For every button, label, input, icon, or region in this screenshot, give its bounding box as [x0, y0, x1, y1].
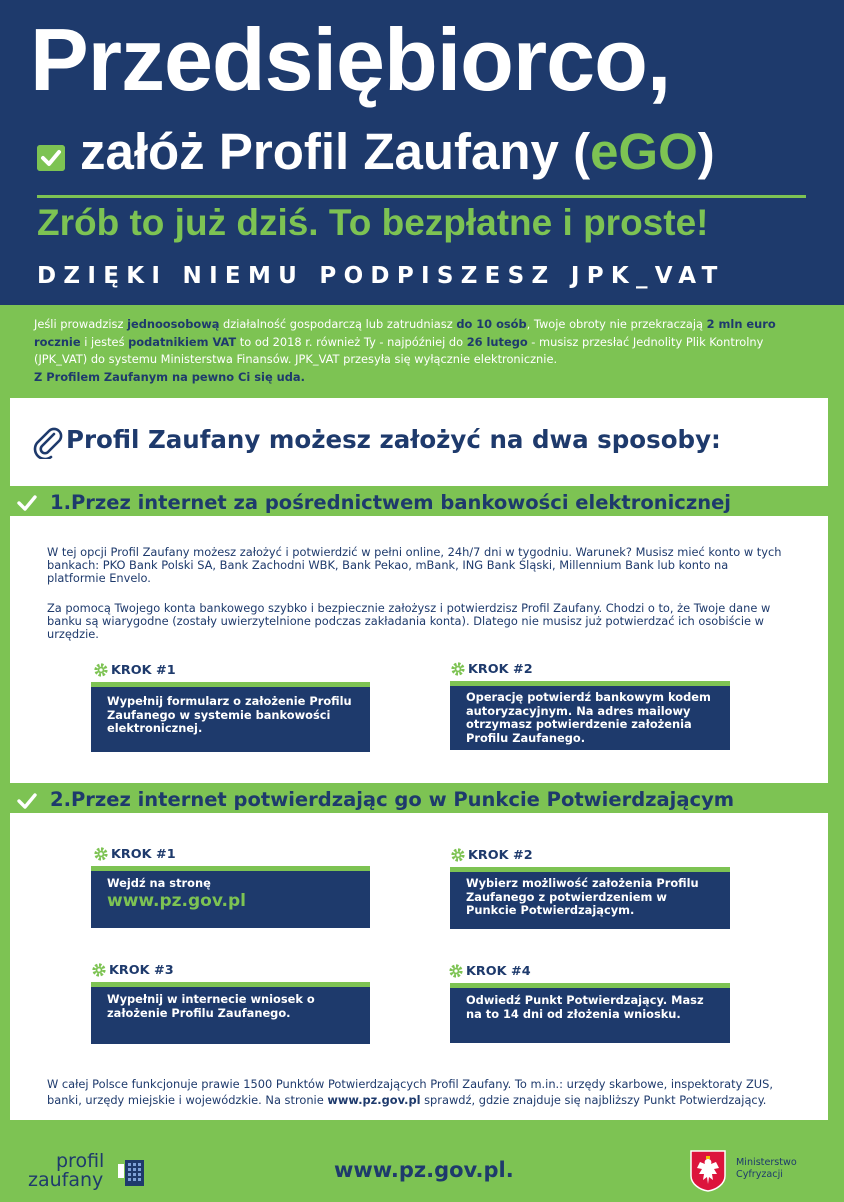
intro-paragraph: [34, 316, 814, 386]
intro-text: - musisz przesłać Jednolity Plik Kontrolny (JPK_VAT) do systemu Ministerstwa Finansów. JPK_VAT przesyła się wyłącznie elektronicznie.: [34, 334, 764, 367]
intro-bold: do 10 osób: [456, 317, 527, 331]
intro-closing: Z Profilem Zaufanym na pewno Ci się uda.: [34, 369, 305, 384]
intro-text: i jesteś: [80, 334, 129, 349]
intro-text: to od 2018 r. również Ty - najpóźniej do: [236, 334, 467, 349]
step-label: KROK #4: [466, 964, 531, 979]
subtitle-suffix: ): [697, 123, 715, 180]
gear-icon: [448, 963, 464, 979]
intro-bold: jednoosobową: [127, 317, 220, 331]
intro-text: Jeśli prowadzisz: [34, 317, 128, 331]
step-box: [450, 681, 730, 750]
intro-text: , Twoje obroty nie przekraczają: [526, 317, 707, 331]
step-box: [450, 867, 730, 929]
step-label: KROK #1: [111, 663, 176, 678]
footer-link[interactable]: www.pz.gov.pl: [327, 1093, 421, 1107]
footer-text: W całej Polsce funkcjonuje prawie 1500 Punktów Potwierdzających Profil Zaufany. To m.in.: urzędy skarbowe, inspektoraty ZUS, banki, urzędy miejskie i wojewódzkie. Na stronie: [47, 1077, 773, 1107]
ministry-label: [736, 1157, 797, 1181]
intro-bold: 26 lutego: [466, 334, 528, 349]
step-text: Odwiedź Punkt Potwierdzający. Masz na to 14 dni od złożenia wniosku.: [466, 993, 704, 1021]
step-text: Wybierz możliwość założenia Profilu Zaufanego z potwierdzeniem w Punkcie Potwierdzającym.: [466, 876, 699, 918]
gear-icon: [450, 661, 466, 677]
step-text: Wejdź na stronę: [107, 876, 211, 890]
ministry-line2: Cyfryzacji: [736, 1169, 783, 1180]
website-link[interactable]: www.pz.gov.pl: [107, 890, 247, 911]
page-title: Przedsiębiorco,: [30, 10, 671, 109]
step-box: [450, 983, 730, 1043]
gear-icon: [91, 962, 107, 978]
step-box: [91, 866, 370, 928]
footer-url-link[interactable]: www.pz.gov.pl.: [334, 1158, 514, 1182]
step-box: [91, 982, 370, 1044]
profil-zaufany-logo-icon: [118, 1160, 144, 1186]
check-icon: [16, 494, 38, 512]
step-label: KROK #2: [468, 662, 533, 677]
intro-bold: podatnikiem VAT: [128, 334, 237, 349]
checkbox-icon: [37, 145, 65, 171]
logo-text-profil: profil: [56, 1150, 105, 1172]
section2-heading: 2.Przez internet potwierdzając go w Punkcie Potwierdzającym: [50, 788, 735, 811]
step-box: [91, 682, 370, 752]
polish-eagle-emblem-icon: [690, 1150, 726, 1192]
step-text: Wypełnij w internecie wniosek o założenie Profilu Zaufanego.: [107, 992, 315, 1020]
step-label: KROK #1: [111, 847, 176, 862]
ministry-line1: Ministerstwo: [736, 1157, 797, 1168]
gear-icon: [93, 662, 109, 678]
logo-text-zaufany: zaufany: [28, 1169, 104, 1191]
step-text: Wypełnij formularz o założenie Profilu Zaufanego w systemie bankowości elektronicznej.: [107, 694, 352, 736]
step-label: KROK #2: [468, 848, 533, 863]
section2-footer-text: [47, 1076, 807, 1108]
step-label: KROK #3: [109, 963, 174, 978]
gear-icon: [93, 846, 109, 862]
section1-para1: W tej opcji Profil Zaufany możesz założyć i potwierdzić w pełni online, 24h/7 dni w tygodniu. Warunek? Musisz mieć konto w tych bankach: PKO Bank Polski SA, Bank Zachodni WBK, Bank Pekao, mBank, ING Bank Śląski, Millennium Bank lub konto na platformie Envelo.: [47, 545, 782, 585]
intro-text: działalność gospodarczą lub zatrudniasz: [219, 317, 457, 331]
intro-bold: 2 mln euro rocznie: [34, 317, 776, 349]
section1-heading: 1.Przez internet za pośrednictwem bankowości elektronicznej: [50, 491, 731, 514]
footer-text: sprawdź, gdzie znajduje się najbliższy Punkt Potwierdzający.: [420, 1093, 767, 1107]
step-text: Operację potwierdź bankowym kodem autoryzacyjnym. Na adres mailowy otrzymasz potwierdzenie założenia Profilu Zaufanego.: [466, 690, 711, 745]
section1-para2: Za pomocą Twojego konta bankowego szybko i bezpiecznie założysz i potwierdzisz Profil Zaufany. Chodzi o to, że Twoje dane w banku są wiarygodne (zostały uwierzytelnione podczas zakładania konta). Dlatego nie musisz już potwierdzać ich osobiście w urzędzie.: [47, 601, 771, 641]
subtitle-prefix: załóż Profil Zaufany (: [80, 123, 591, 180]
page-subtitle: [80, 122, 715, 182]
tagline: Zrób to już dziś. To bezpłatne i proste!: [37, 202, 709, 243]
paperclip-icon: [30, 425, 64, 459]
gear-icon: [450, 847, 466, 863]
caps-line: DZIĘKI NIEMU PODPISZESZ JPK_VAT: [37, 263, 725, 289]
check-icon: [16, 792, 38, 810]
subtitle-accent: eGO: [590, 123, 698, 180]
ways-title: Profil Zaufany możesz założyć na dwa sposoby:: [66, 425, 721, 454]
